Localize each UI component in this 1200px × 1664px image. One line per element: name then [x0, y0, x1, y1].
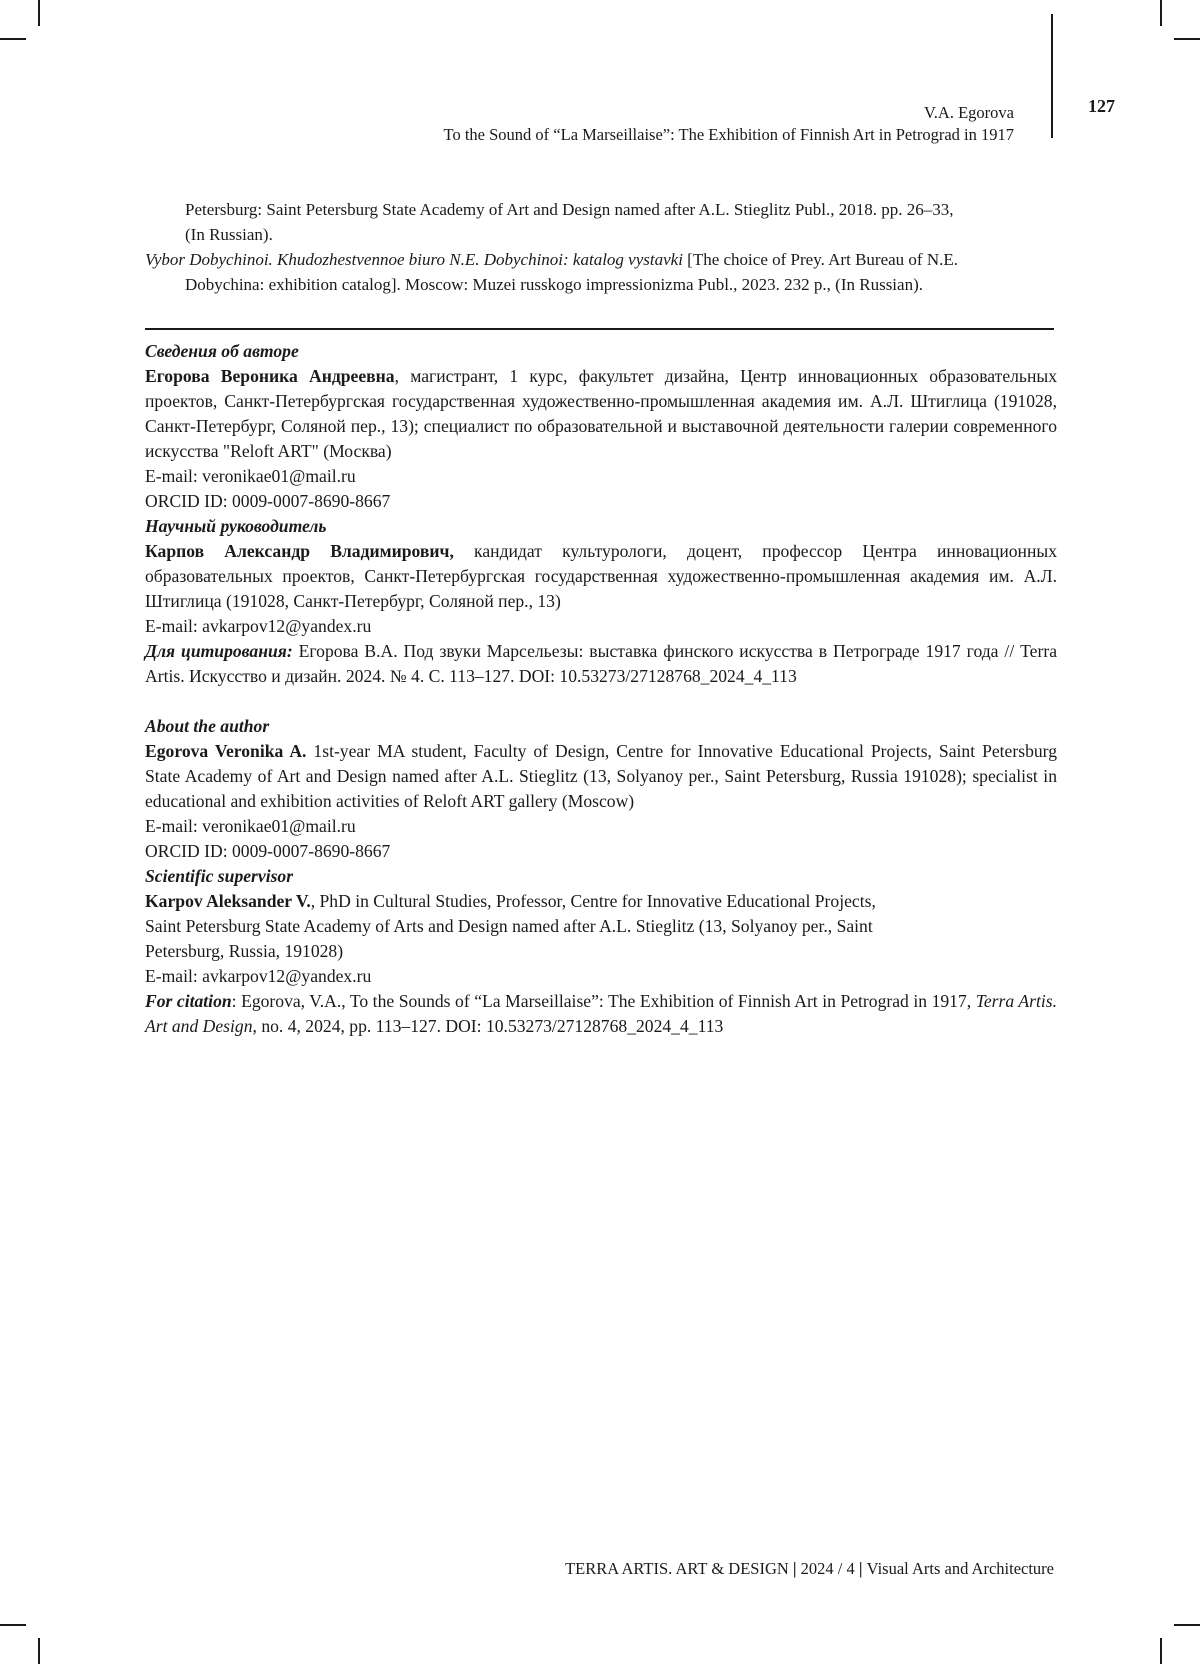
footer-separator: |	[792, 1559, 801, 1578]
reference-text: Dobychina: exhibition catalog]. Moscow: Muzei russkogo impressionizma Publ., 2023. 232 p., (In Russian).	[185, 275, 923, 294]
section-rule	[145, 328, 1054, 330]
en-supervisor-email: E-mail: avkarpov12@yandex.ru	[145, 966, 372, 986]
ru-author-bio	[145, 364, 1057, 464]
en-citation-journal: Terra Artis. Art and Design	[145, 991, 1057, 1036]
en-supervisor-name: Karpov Aleksander V.	[145, 891, 311, 911]
ru-supervisor-email: E-mail: avkarpov12@yandex.ru	[145, 616, 372, 636]
crop-mark	[1174, 1624, 1200, 1626]
crop-mark	[38, 0, 40, 26]
header-article-title: To the Sound of “La Marseillaise”: The Exhibition of Finnish Art in Petrograd in 1917	[443, 125, 1014, 144]
reference-item	[145, 247, 1054, 297]
ru-author-name: Егорова Вероника Андреевна	[145, 366, 395, 386]
ru-supervisor-name: Карпов Александр Владимирович,	[145, 541, 454, 561]
ru-author-orcid: ORCID ID: 0009-0007-8690-8667	[145, 491, 391, 511]
ru-citation-label: Для цитирования:	[145, 641, 293, 661]
en-author-email: E-mail: veronikae01@mail.ru	[145, 816, 356, 836]
header-divider	[1051, 14, 1053, 138]
reference-line: Petersburg: Saint Petersburg State Academy of Art and Design named after A.L. Stieglitz Publ., 2018. pp. 26–33,	[185, 200, 954, 219]
ru-citation-text: Егорова В.А. Под звуки Марсельезы: выставка финского искусства в Петрограде 1917 года // Terra Artis. Искусство и дизайн. 2024. № 4. С. 113–127. DOI: 10.53273/27128768_2024_4_113	[145, 641, 1058, 686]
ru-author-heading: Сведения об авторе	[145, 341, 299, 361]
crop-mark	[1160, 0, 1162, 26]
en-citation	[145, 989, 1057, 1039]
crop-mark	[0, 38, 26, 40]
ru-supervisor-bio	[145, 539, 1057, 614]
en-supervisor-bio	[145, 889, 1057, 964]
en-citation-text: : Egorova, V.A., To the Sounds of “La Marseillaise”: The Exhibition of Finnish Art in Petrograd in 1917,	[231, 991, 976, 1011]
running-header	[444, 102, 1014, 146]
header-author: V.A. Egorova	[924, 103, 1014, 122]
ru-citation	[145, 639, 1057, 689]
ru-supervisor-text: кандидат культурологи, доцент, профессор Центра инновационных образовательных проектов, Санкт-Петербургская государственная художественно-промышленная академия им. А.Л. Штиглица (191028, Санкт-Петербург, Соляной пер., 13)	[145, 541, 1057, 611]
crop-mark	[1160, 1638, 1162, 1664]
en-citation-text: , no. 4, 2024, pp. 113–127. DOI: 10.53273/27128768_2024_4_113	[252, 1016, 724, 1036]
footer-journal: TERRA ARTIS. ART & DESIGN	[565, 1559, 789, 1578]
running-footer	[565, 1559, 1054, 1579]
ru-supervisor-heading: Научный руководитель	[145, 516, 327, 536]
footer-section: Visual Arts and Architecture	[866, 1559, 1054, 1578]
references-list	[145, 197, 1054, 297]
en-author-bio	[145, 739, 1057, 814]
en-author-orcid: ORCID ID: 0009-0007-8690-8667	[145, 841, 391, 861]
en-supervisor-heading: Scientific supervisor	[145, 866, 294, 886]
crop-mark	[0, 1624, 26, 1626]
crop-mark	[1174, 38, 1200, 40]
section-gap	[145, 689, 1057, 714]
crop-mark	[38, 1638, 40, 1664]
footer-separator: |	[858, 1559, 867, 1578]
en-citation-label: For citation	[145, 991, 232, 1011]
en-supervisor-line: Saint Petersburg State Academy of Arts and Design named after A.L. Stieglitz (13, Solyanoy per., Saint	[145, 916, 873, 936]
en-supervisor-line: , PhD in Cultural Studies, Professor, Centre for Innovative Educational Projects,	[310, 891, 876, 911]
ru-author-text: , магистрант, 1 курс, факультет дизайна, Центр инновационных образовательных проектов, Санкт-Петербургская государственная художественно-промышленная академия им. А.Л. Штиглица (191028, Санкт-Петербург, Соляной пер., 13); специалист по образовательной и выставочной деятельности галерии современного искусства "Reloft ART" (Москва)	[145, 366, 1057, 461]
en-author-heading: About the author	[145, 716, 270, 736]
footer-issue: 2024 / 4	[800, 1559, 855, 1578]
en-supervisor-line: Petersburg, Russia, 191028)	[145, 941, 344, 961]
page-number: 127	[1088, 96, 1115, 116]
reference-text: [The choice of Prey. Art Bureau of N.E.	[682, 250, 958, 269]
author-info	[145, 339, 1057, 1039]
reference-line: (In Russian).	[185, 225, 273, 244]
en-author-name: Egorova Veronika A.	[145, 741, 307, 761]
en-author-text: 1st-year MA student, Faculty of Design, Centre for Innovative Educational Projects, Saint Petersburg State Academy of Art and Design named after A.L. Stieglitz (13, Solyanoy per., Saint Petersburg, Russia 191028); specialist in educational and exhibition activities of Reloft ART gallery (Moscow)	[145, 741, 1057, 811]
ru-author-email: E-mail: veronikae01@mail.ru	[145, 466, 356, 486]
reference-title: Vybor Dobychinoi. Khudozhestvennoe biuro N.E. Dobychinoi: katalog vystavki	[145, 250, 683, 269]
reference-item	[145, 197, 1054, 247]
